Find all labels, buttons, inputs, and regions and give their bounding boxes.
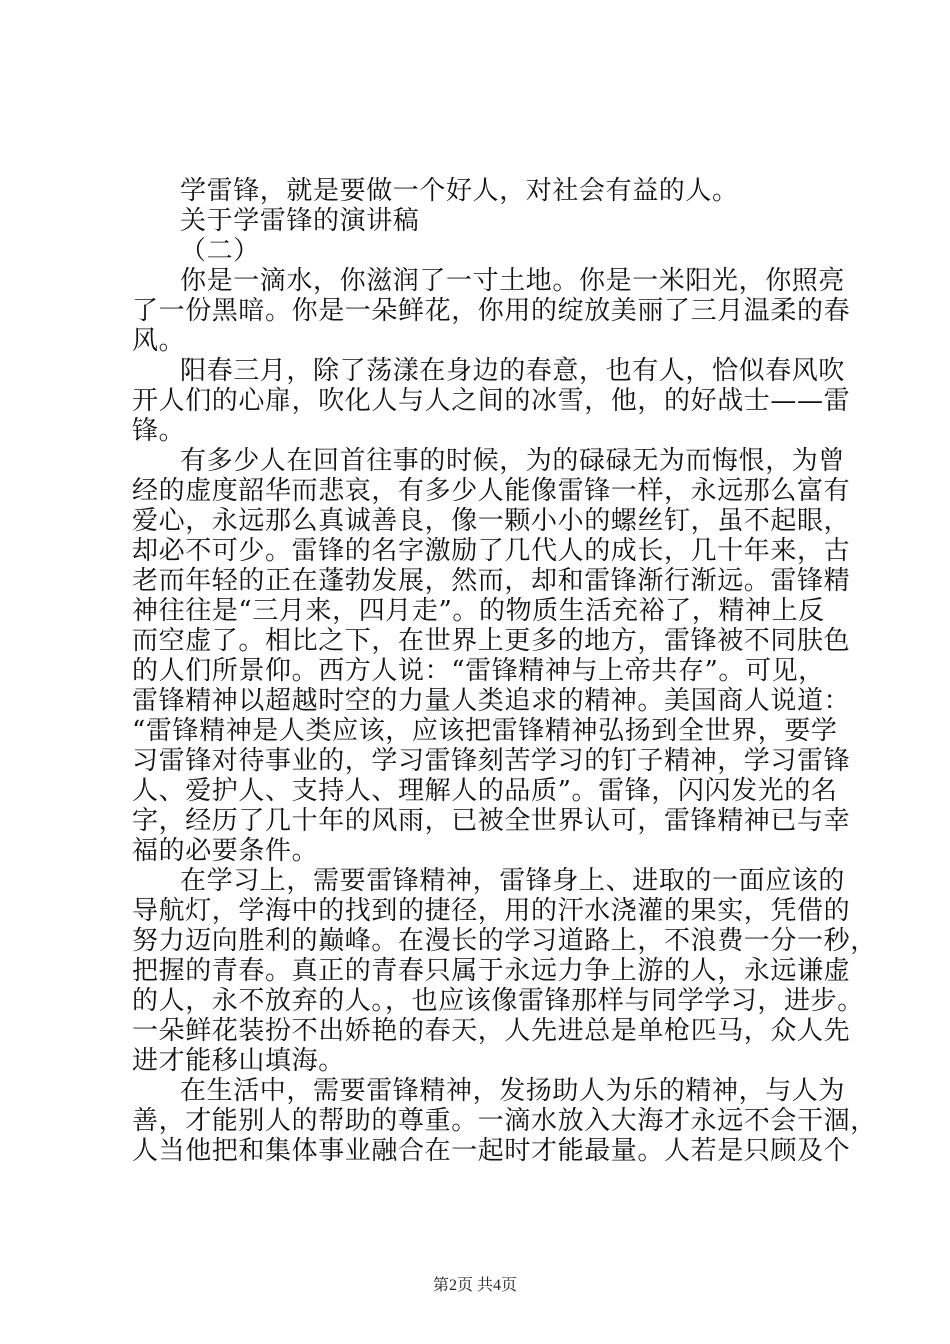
text-line: 风。 xyxy=(132,326,186,356)
text-line: 神往往是“三月来，四月走”。的物质生活充裕了，精神上反 xyxy=(132,596,825,626)
text-line: 努力迈向胜利的巅峰。在漫长的学习道路上，不浪费一分一秒， xyxy=(132,926,877,956)
speech-body xyxy=(132,176,877,1166)
text-line: 善，才能别人的帮助的尊重。一滴水放入大海才永远不会干涸， xyxy=(132,1106,877,1136)
text-line: 一朵鲜花装扮不出娇艳的春天，人先进总是单枪匹马，众人先 xyxy=(132,1016,851,1046)
text-line: 在学习上，需要雷锋精神，雷锋身上、进取的一面应该的 xyxy=(180,866,846,896)
text-line: 你是一滴水，你滋润了一寸土地。你是一米阳光，你照亮 xyxy=(180,266,846,296)
section-title: 关于学雷锋的演讲稿 xyxy=(180,206,420,236)
text-line: 开人们的心扉，吹化人与人之间的冰雪，他，的好战士——雷 xyxy=(132,386,851,416)
section-number: （二） xyxy=(180,236,260,266)
text-line: 而空虚了。相比之下，在世界上更多的地方，雷锋被不同肤色 xyxy=(132,626,851,656)
text-line: 阳春三月，除了荡漾在身边的春意，也有人，恰似春风吹 xyxy=(180,356,846,386)
text-line: 导航灯，学海中的找到的捷径，用的汗水浇灌的果实，凭借的 xyxy=(132,896,851,926)
text-line: 的人，永不放弃的人。，也应该像雷锋那样与同学学习，进步。 xyxy=(132,986,864,1016)
text-line: 进才能移山填海。 xyxy=(132,1046,345,1076)
text-line: 了一份黑暗。你是一朵鲜花，你用的绽放美丽了三月温柔的春 xyxy=(132,296,851,326)
text-line: 却必不可少。雷锋的名字激励了几代人的成长，几十年来，古 xyxy=(132,536,851,566)
text-line: 字，经历了几十年的风雨，已被全世界认可，雷锋精神已与幸 xyxy=(132,806,851,836)
text-line: 经的虚度韶华而悲哀，有多少人能像雷锋一样，永远那么富有 xyxy=(132,476,851,506)
page-number-footer: 第2页 共4页 xyxy=(432,1277,517,1294)
text-line: 把握的青春。真正的青春只属于永远力争上游的人，永远谦虚 xyxy=(132,956,851,986)
text-line: 爱心，永远那么真诚善良，像一颗小小的螺丝钉，虽不起眼， xyxy=(132,506,851,536)
text-line: 习雷锋对待事业的，学习雷锋刻苦学习的钉子精神，学习雷锋 xyxy=(132,746,851,776)
text-line: 的人们所景仰。西方人说：“雷锋精神与上帝共存”。可见， xyxy=(132,656,825,686)
text-line: 在生活中，需要雷锋精神，发扬助人为乐的精神，与人为 xyxy=(180,1076,846,1106)
text-line: 学雷锋，就是要做一个好人，对社会有益的人。 xyxy=(180,176,739,206)
text-line: 雷锋精神以超越时空的力量人类追求的精神。美国商人说道： xyxy=(132,686,851,716)
text-line: 福的必要条件。 xyxy=(132,836,319,866)
text-line: 有多少人在回首往事的时候，为的碌碌无为而悔恨，为曾 xyxy=(180,446,846,476)
text-line: 老而年轻的正在蓬勃发展，然而，却和雷锋渐行渐远。雷锋精 xyxy=(132,566,851,596)
text-line: 人当他把和集体事业融合在一起时才能最量。人若是只顾及个 xyxy=(132,1136,851,1166)
text-line: 人、爱护人、支持人、理解人的品质”。雷锋，闪闪发光的名 xyxy=(132,776,838,806)
text-line: “雷锋精神是人类应该，应该把雷锋精神弘扬到全世界，要学 xyxy=(132,716,838,746)
text-line: 锋。 xyxy=(132,416,186,446)
